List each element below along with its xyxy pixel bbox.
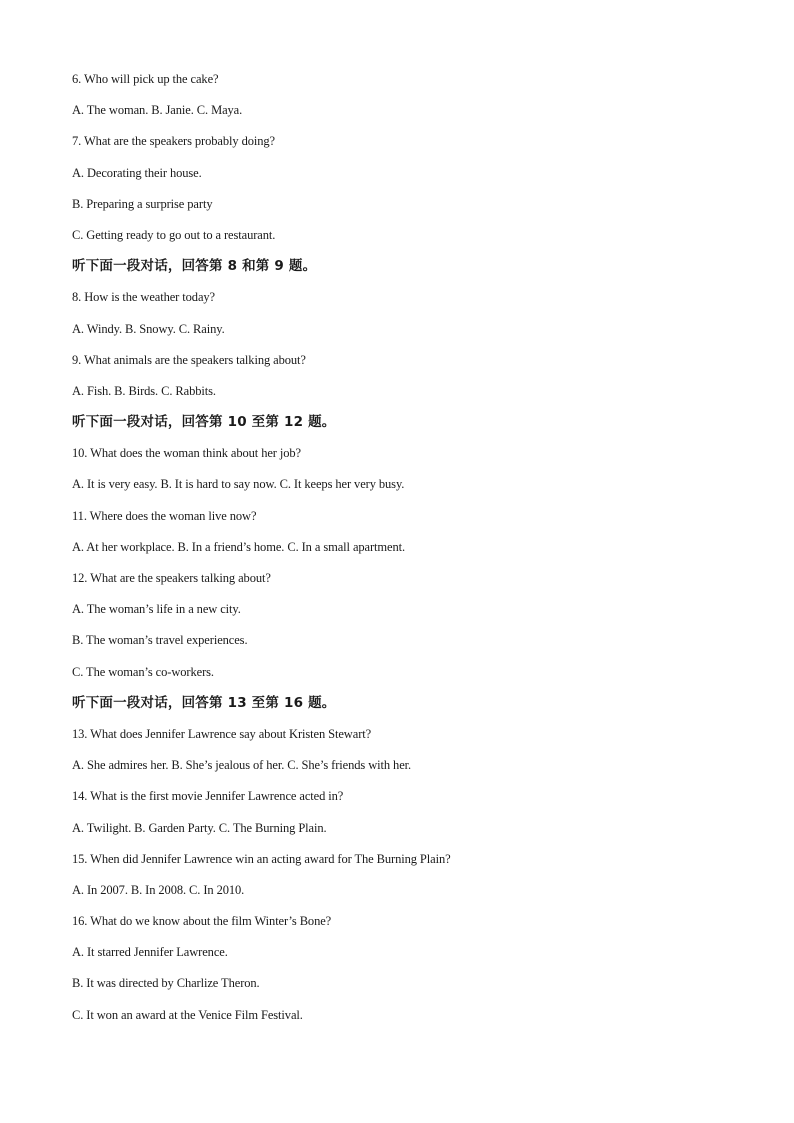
question-11: 11. Where does the woman live now?: [72, 508, 257, 523]
options-9: A. Fish. B. Birds. C. Rabbits.: [72, 383, 216, 398]
question-7: 7. What are the speakers probably doing?: [72, 134, 275, 149]
question-6: 6. Who will pick up the cake?: [72, 72, 219, 86]
options-6: A. The woman. B. Janie. C. Maya.: [72, 103, 243, 118]
document-page: [72, 64, 752, 1031]
options-11: A. At her workplace. B. In a friend’s home. C. In a small apartment.: [72, 539, 406, 554]
options-8: A. Windy. B. Snowy. C. Rainy.: [72, 321, 225, 336]
question-15: 15. When did Jennifer Lawrence win an acting award for The Burning Plain?: [72, 851, 451, 866]
options-13: A. She admires her. B. She’s jealous of her. C. She’s friends with her.: [72, 758, 412, 773]
section-heading-8-9: 听下面一段对话，回答第 8 和第 9 题。: [72, 258, 317, 275]
option-12b: B. The woman’s travel experiences.: [72, 633, 248, 648]
question-9: 9. What animals are the speakers talking about?: [72, 352, 306, 367]
options-15: A. In 2007. B. In 2008. C. In 2010.: [72, 882, 245, 897]
option-16c: C. It won an award at the Venice Film Festival.: [72, 1007, 303, 1022]
question-13: 13. What does Jennifer Lawrence say about Kristen Stewart?: [72, 726, 372, 741]
question-14: 14. What is the first movie Jennifer Lawrence acted in?: [72, 789, 344, 804]
question-10: 10. What does the woman think about her job?: [72, 446, 301, 461]
question-16: 16. What do we know about the film Winter’s Bone?: [72, 914, 332, 929]
option-16b: B. It was directed by Charlize Theron.: [72, 976, 260, 991]
option-7c: C. Getting ready to go out to a restaurant.: [72, 227, 276, 242]
option-7a: A. Decorating their house.: [72, 165, 202, 180]
option-7b: B. Preparing a surprise party: [72, 196, 213, 211]
question-8: 8. How is the weather today?: [72, 290, 215, 305]
option-12c: C. The woman’s co-workers.: [72, 664, 214, 679]
question-12: 12. What are the speakers talking about?: [72, 571, 271, 585]
option-16a: A. It starred Jennifer Lawrence.: [72, 945, 228, 960]
options-10: A. It is very easy. B. It is hard to say now. C. It keeps her very busy.: [72, 477, 405, 492]
section-heading-13-16: 听下面一段对话，回答第 13 至第 16 题。: [72, 694, 336, 711]
options-14: A. Twilight. B. Garden Party. C. The Burning Plain.: [72, 820, 327, 835]
section-heading-10-12: 听下面一段对话，回答第 10 至第 12 题。: [72, 414, 336, 431]
option-12a: A. The woman’s life in a new city.: [72, 602, 241, 617]
